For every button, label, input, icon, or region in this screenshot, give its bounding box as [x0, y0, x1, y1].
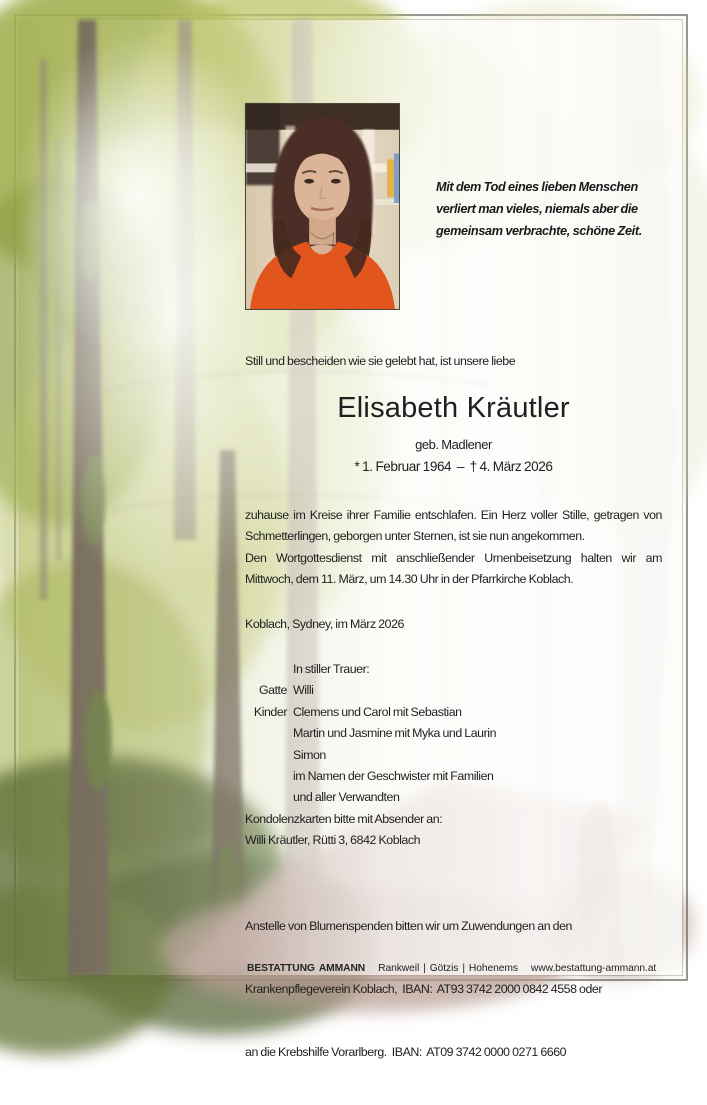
memorial-card: [19, 19, 683, 1059]
maiden-name: geb. Madlener: [415, 437, 492, 452]
relation-names: Clemens und Carol mit Sebastian: [293, 704, 462, 719]
mourning-row: [245, 680, 675, 701]
quote-line: verliert man vieles, niemals aber die: [436, 201, 638, 216]
memorial-card-frame: [14, 14, 688, 1059]
portrait-photo: [245, 103, 400, 310]
mourning-row: [245, 723, 675, 744]
quote-line: gemeinsam verbrachte, schöne Zeit.: [436, 223, 642, 238]
funeral-home-name-bold: AMMANN: [318, 963, 366, 974]
location: Rankweil: [378, 963, 420, 974]
relation-names: und aller Verwandten: [293, 790, 400, 805]
donation-line-iban-1: Krankenpflegeverein Koblach, IBAN: AT93 3742 2000 0842 4558 oder: [245, 982, 603, 996]
mourning-row: [245, 766, 675, 787]
photo-bg-object: [387, 159, 395, 197]
condolence-address: Willi Kräutler, Rütti 3, 6842 Koblach: [245, 833, 421, 847]
relation-label: [245, 745, 287, 766]
relation-names: im Namen der Geschwister mit Familien: [293, 769, 494, 784]
deceased-name: Elisabeth Kräutler: [337, 392, 570, 424]
funeral-home-name: BESTATTUNG: [247, 963, 315, 974]
location-separator: |: [423, 963, 426, 974]
place-date-line: Koblach, Sydney, im März 2026: [245, 617, 404, 631]
paragraph-passing: zuhause im Kreise ihrer Familie entschlafen. Ein Herz voller Stille, getragen von Schmetterlingen, geborgen unter Sternen, ist sie nun angekommen.: [245, 508, 662, 544]
relation-label: [245, 766, 287, 787]
relation-names: Martin und Jasmine mit Myka und Laurin: [293, 726, 497, 741]
condolence-section: [245, 809, 665, 851]
mourning-section: [245, 659, 675, 809]
mourning-header: In stiller Trauer:: [293, 662, 370, 676]
donation-line-iban-2: an die Krebshilfe Vorarlberg. IBAN: AT09 3742 0000 0271 6660: [245, 1045, 567, 1059]
mourning-row: [245, 787, 675, 808]
funeral-home-footer: [247, 958, 667, 979]
location: Götzis: [429, 963, 459, 974]
condolence-line: Kondolenzkarten bitte mit Absender an:: [245, 812, 443, 826]
mourning-row: [245, 745, 675, 766]
location-separator: |: [462, 963, 465, 974]
funeral-home-locations: [378, 958, 518, 979]
relation-label: Kinder: [253, 704, 287, 719]
quote-line: Mit dem Tod eines lieben Menschen: [436, 180, 638, 194]
donation-section: [245, 874, 680, 1105]
funeral-home-website: www.bestattung-ammann.at: [530, 963, 657, 974]
relation-names: Simon: [293, 747, 326, 762]
intro-line: Still und bescheiden wie sie gelebt hat, ist unsere liebe: [245, 354, 516, 368]
relation-label: [245, 787, 287, 808]
mourning-row: [245, 702, 675, 723]
relation-label: Gatte: [258, 683, 287, 698]
paragraph-service: Den Wortgottesdienst mit anschließender Urnenbeisetzung halten wir am Mittwoch, dem 11. März, um 14.30 Uhr in der Pfarrkirche Koblach.: [245, 551, 662, 587]
donation-line: Anstelle von Blumenspenden bitten wir um Zuwendungen an den: [245, 919, 572, 933]
relation-label: [245, 723, 287, 744]
memorial-quote: [436, 177, 671, 242]
relation-names: Willi: [293, 683, 314, 698]
location: Hohenems: [468, 963, 518, 974]
life-dates: * 1. Februar 1964 – † 4. März 2026: [354, 459, 553, 474]
